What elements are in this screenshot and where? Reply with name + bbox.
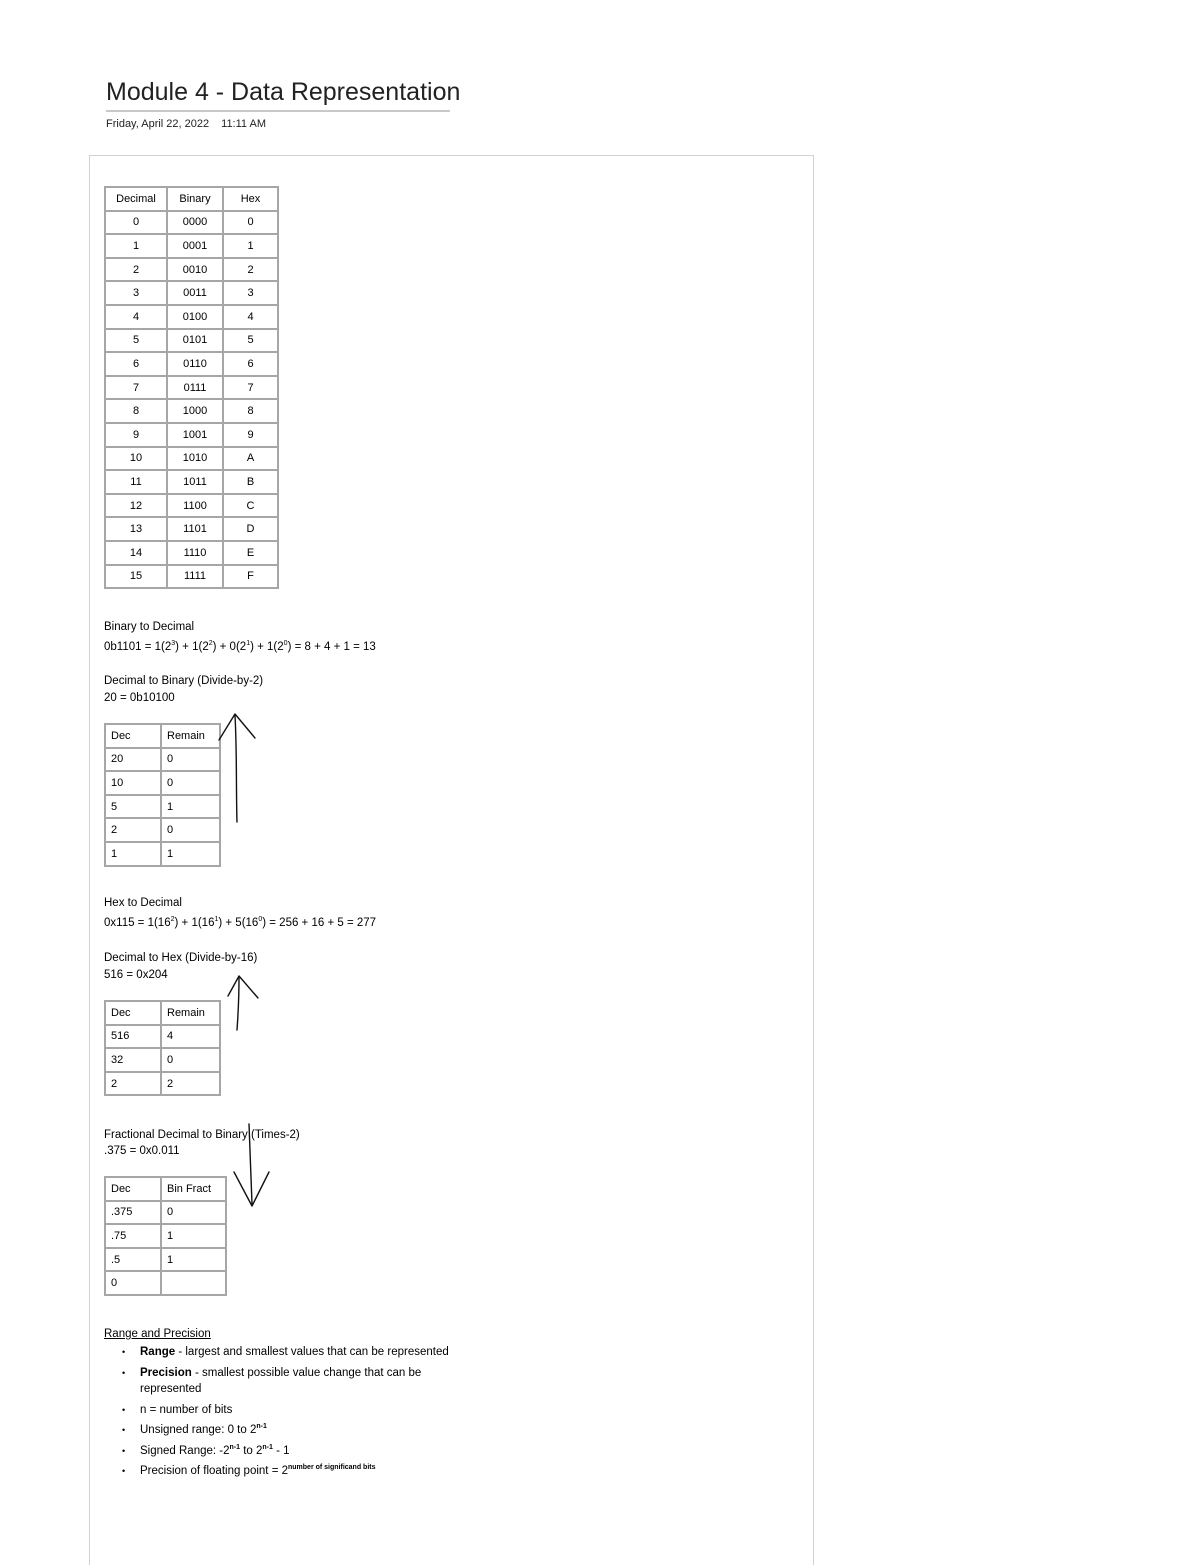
table-cell: 2 (105, 258, 167, 282)
table-cell: 0100 (167, 305, 223, 329)
table-row (105, 1224, 226, 1248)
table-cell: 1 (223, 234, 278, 258)
table-cell: D (223, 517, 278, 541)
table-cell: 11 (105, 470, 167, 494)
table-row (105, 376, 278, 400)
dec-to-hex-table (104, 1000, 221, 1096)
range-precision-heading: Range and Precision (104, 1328, 211, 1340)
table-row (105, 211, 278, 235)
table-row (105, 281, 278, 305)
bin-to-dec-formula: $0b1101 = 1(2^3) + 1(2^2) + 0(2^1) + 1(2^0) = 8 + 4 + 1 = 13$ (104, 640, 376, 653)
table-cell: B (223, 470, 278, 494)
table-cell: 7 (105, 376, 167, 400)
table-cell: 1011 (167, 470, 223, 494)
table-row (105, 447, 278, 471)
column-header: Dec (105, 724, 161, 748)
table-cell: C (223, 494, 278, 518)
table-cell: 5 (105, 795, 161, 819)
table-cell: 1101 (167, 517, 223, 541)
frac-to-bin-example: .375 = 0x0.011 (104, 1145, 180, 1157)
table-cell: 1 (161, 1224, 226, 1248)
table-cell: 0101 (167, 329, 223, 353)
table-cell: 1010 (167, 447, 223, 471)
table-row (105, 771, 220, 795)
column-header: Remain (161, 724, 220, 748)
table-cell: 14 (105, 541, 167, 565)
table-row (105, 748, 220, 772)
table-row (105, 329, 278, 353)
table-cell: 2 (161, 1072, 220, 1096)
table-cell: 0 (105, 211, 167, 235)
table-cell: F (223, 565, 278, 589)
column-header: Remain (161, 1001, 220, 1025)
list-item: • Range - largest and smallest values that can be represented (104, 1344, 464, 1361)
table-cell: 10 (105, 447, 167, 471)
page-time: 11:11 AM (221, 118, 266, 130)
table-cell: 12 (105, 494, 167, 518)
handwritten-down-arrow (228, 1120, 274, 1212)
table-cell: .75 (105, 1224, 161, 1248)
table-cell: 8 (223, 399, 278, 423)
table-cell: 0 (105, 1271, 161, 1295)
table-cell: 0001 (167, 234, 223, 258)
column-header: Dec (105, 1177, 161, 1201)
table-header-row (105, 187, 278, 211)
table-cell: 5 (223, 329, 278, 353)
list-item: • Unsigned range: 0 to 2$^{n-1}$ (104, 1422, 464, 1439)
table-cell: 3 (105, 281, 167, 305)
table-cell: 4 (223, 305, 278, 329)
dec-to-bin-example: 20 = 0b10100 (104, 692, 175, 704)
page-timestamp (106, 118, 266, 130)
table-row (105, 565, 278, 589)
table-cell: 0000 (167, 211, 223, 235)
hex-to-dec-formula: $0x115 = 1(16^2) + 1(16^1) + 5(16^0) = 256 + 16 + 5 = 277$ (104, 916, 377, 929)
handwritten-up-arrow (212, 710, 262, 830)
table-cell: 2 (223, 258, 278, 282)
table-cell: 0111 (167, 376, 223, 400)
column-header: Decimal (105, 187, 167, 211)
bin-to-dec-heading: Binary to Decimal (104, 621, 195, 633)
table-row (105, 1271, 226, 1295)
table-cell: 0 (223, 211, 278, 235)
table-row (105, 1201, 226, 1225)
dec-to-hex-heading: Decimal to Hex (Divide-by-16) (104, 952, 258, 964)
column-header: Bin Fract (161, 1177, 226, 1201)
list-item: • Signed Range: -2$^{n-1}$ to 2$^{n-1}$ - 1 (104, 1443, 464, 1460)
dec-to-bin-heading: Decimal to Binary (Divide-by-2) (104, 675, 264, 687)
frac-to-bin-table (104, 1176, 227, 1296)
page-date: Friday, April 22, 2022 (106, 118, 210, 130)
table-cell: 1 (161, 1248, 226, 1272)
dec-to-bin-table (104, 723, 221, 867)
table-row (105, 258, 278, 282)
conversion-table (104, 186, 279, 589)
table-row (105, 795, 220, 819)
table-cell: 1 (161, 795, 220, 819)
table-cell: 0 (161, 1048, 220, 1072)
table-cell: 7 (223, 376, 278, 400)
table-cell: 1100 (167, 494, 223, 518)
list-item: • Precision of floating point = $2^{number of significand bits}$ (104, 1463, 464, 1480)
table-cell: 20 (105, 748, 161, 772)
table-row (105, 399, 278, 423)
table-cell: 1110 (167, 541, 223, 565)
table-cell: 1111 (167, 565, 223, 589)
table-row (105, 517, 278, 541)
column-header: Dec (105, 1001, 161, 1025)
table-cell: 516 (105, 1025, 161, 1049)
table-cell: 8 (105, 399, 167, 423)
table-cell: 0 (161, 1201, 226, 1225)
table-cell: .5 (105, 1248, 161, 1272)
table-cell: 5 (105, 329, 167, 353)
table-cell: 2 (105, 1072, 161, 1096)
table-row (105, 352, 278, 376)
table-cell: 1 (161, 842, 220, 866)
table-cell: 13 (105, 517, 167, 541)
table-row (105, 423, 278, 447)
dec-to-hex-example: 516 = 0x204 (104, 969, 168, 981)
table-row (105, 305, 278, 329)
table-cell: 2 (105, 818, 161, 842)
table-cell: 15 (105, 565, 167, 589)
table-row (105, 494, 278, 518)
table-cell: 32 (105, 1048, 161, 1072)
range-precision-list (104, 1344, 464, 1484)
column-header: Binary (167, 187, 223, 211)
table-row (105, 470, 278, 494)
table-cell: 6 (223, 352, 278, 376)
page-title: Module 4 - Data Representation (106, 76, 450, 112)
list-item: • Precision - smallest possible value change that can be represented (104, 1365, 464, 1398)
table-cell: 0 (161, 748, 220, 772)
frac-to-bin-heading: Fractional Decimal to Binary (Times-2) (104, 1129, 300, 1141)
table-row (105, 842, 220, 866)
table-cell: 9 (223, 423, 278, 447)
table-cell: 1 (105, 842, 161, 866)
table-cell: 0 (161, 818, 220, 842)
table-header-row (105, 1001, 220, 1025)
table-cell: 4 (161, 1025, 220, 1049)
table-cell: 0010 (167, 258, 223, 282)
table-cell: E (223, 541, 278, 565)
table-cell: 9 (105, 423, 167, 447)
table-row (105, 1248, 226, 1272)
table-cell: 0011 (167, 281, 223, 305)
table-cell: 1001 (167, 423, 223, 447)
table-row (105, 1025, 220, 1049)
handwritten-up-arrow (224, 972, 264, 1036)
table-row (105, 818, 220, 842)
table-header-row (105, 724, 220, 748)
table-row (105, 1048, 220, 1072)
table-cell: 10 (105, 771, 161, 795)
table-cell: 0 (161, 771, 220, 795)
table-row (105, 541, 278, 565)
table-cell: .375 (105, 1201, 161, 1225)
table-cell: 4 (105, 305, 167, 329)
list-item: • n = number of bits (104, 1402, 464, 1419)
table-cell: 6 (105, 352, 167, 376)
table-cell (161, 1271, 226, 1295)
hex-to-dec-heading: Hex to Decimal (104, 897, 182, 909)
table-cell: 1000 (167, 399, 223, 423)
table-cell: 3 (223, 281, 278, 305)
table-header-row (105, 1177, 226, 1201)
column-header: Hex (223, 187, 278, 211)
table-cell: 1 (105, 234, 167, 258)
table-cell: A (223, 447, 278, 471)
table-row (105, 234, 278, 258)
table-cell: 0110 (167, 352, 223, 376)
table-row (105, 1072, 220, 1096)
